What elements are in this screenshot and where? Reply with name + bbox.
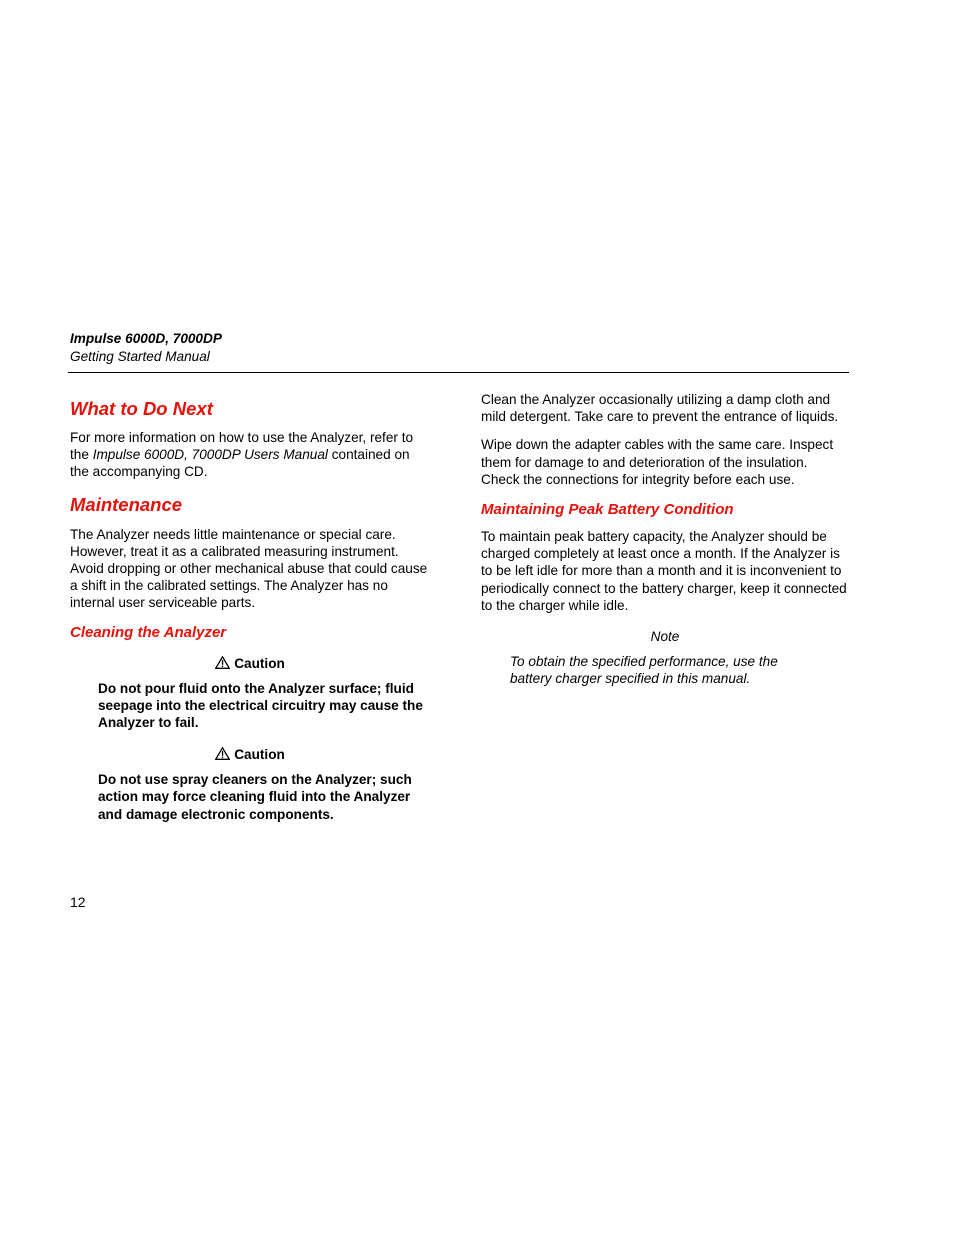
what-to-do-next-paragraph	[70, 429, 430, 481]
warning-triangle-icon	[215, 656, 230, 669]
battery-paragraph: To maintain peak battery capacity, the Analyzer should be charged completely at least once a month. If the Analyzer is to be left idle for more than a month and it is inconvenient to periodically connect to the battery charger, keep it connected to the charger while idle.	[481, 529, 847, 613]
caution-1-text: Do not pour fluid onto the Analyzer surface; fluid seepage into the electrical circuitry may cause the Analyzer to fail.	[98, 680, 423, 731]
caution-2-label: Caution	[234, 747, 285, 763]
maintenance-paragraph: The Analyzer needs little maintenance or special care. However, treat it as a calibrated measuring instrument. Avoid dropping or other mechanical abuse that could cause a shift in the calibrated settings. The Analyzer has no internal user serviceable parts.	[70, 526, 428, 611]
caution-1-header	[70, 655, 430, 672]
warning-triangle-icon	[215, 747, 230, 760]
battery-heading: Maintaining Peak Battery Condition	[481, 501, 734, 519]
manual-title: Impulse 6000D, 7000DP	[70, 331, 222, 346]
what-paragraph-start: For more information on how to use the Analyzer, refer to the	[70, 430, 414, 463]
header-rule	[68, 372, 849, 373]
cleaning-paragraph-2: Wipe down the adapter cables with the same care. Inspect them for damage to and deterioration of the insulation. Check the connections for integrity before each use.	[481, 437, 834, 487]
page-number: 12	[70, 894, 86, 910]
users-manual-reference: Impulse 6000D, 7000DP Users Manual	[92, 447, 328, 463]
caution-2-header	[70, 746, 430, 763]
what-paragraph-end: contained on the accompanying CD.	[70, 447, 410, 480]
what-to-do-next-heading: What to Do Next	[70, 398, 213, 419]
caution-2-text: Do not use spray cleaners on the Analyzer; such action may force cleaning fluid into the Analyzer and damage electronic components.	[98, 772, 412, 822]
manual-subtitle: Getting Started Manual	[70, 349, 210, 364]
left-column	[70, 398, 430, 823]
right-column	[481, 391, 849, 687]
note-header: Note	[650, 629, 680, 645]
cleaning-heading: Cleaning the Analyzer	[70, 623, 227, 641]
maintenance-heading: Maintenance	[70, 493, 183, 515]
note-text: To obtain the specified performance, use the battery charger specified in this manual.	[510, 654, 778, 687]
cleaning-paragraph-1: Clean the Analyzer occasionally utilizing a damp cloth and mild detergent. Take care to prevent the entrance of liquids.	[481, 392, 839, 425]
caution-1-label: Caution	[234, 655, 285, 671]
